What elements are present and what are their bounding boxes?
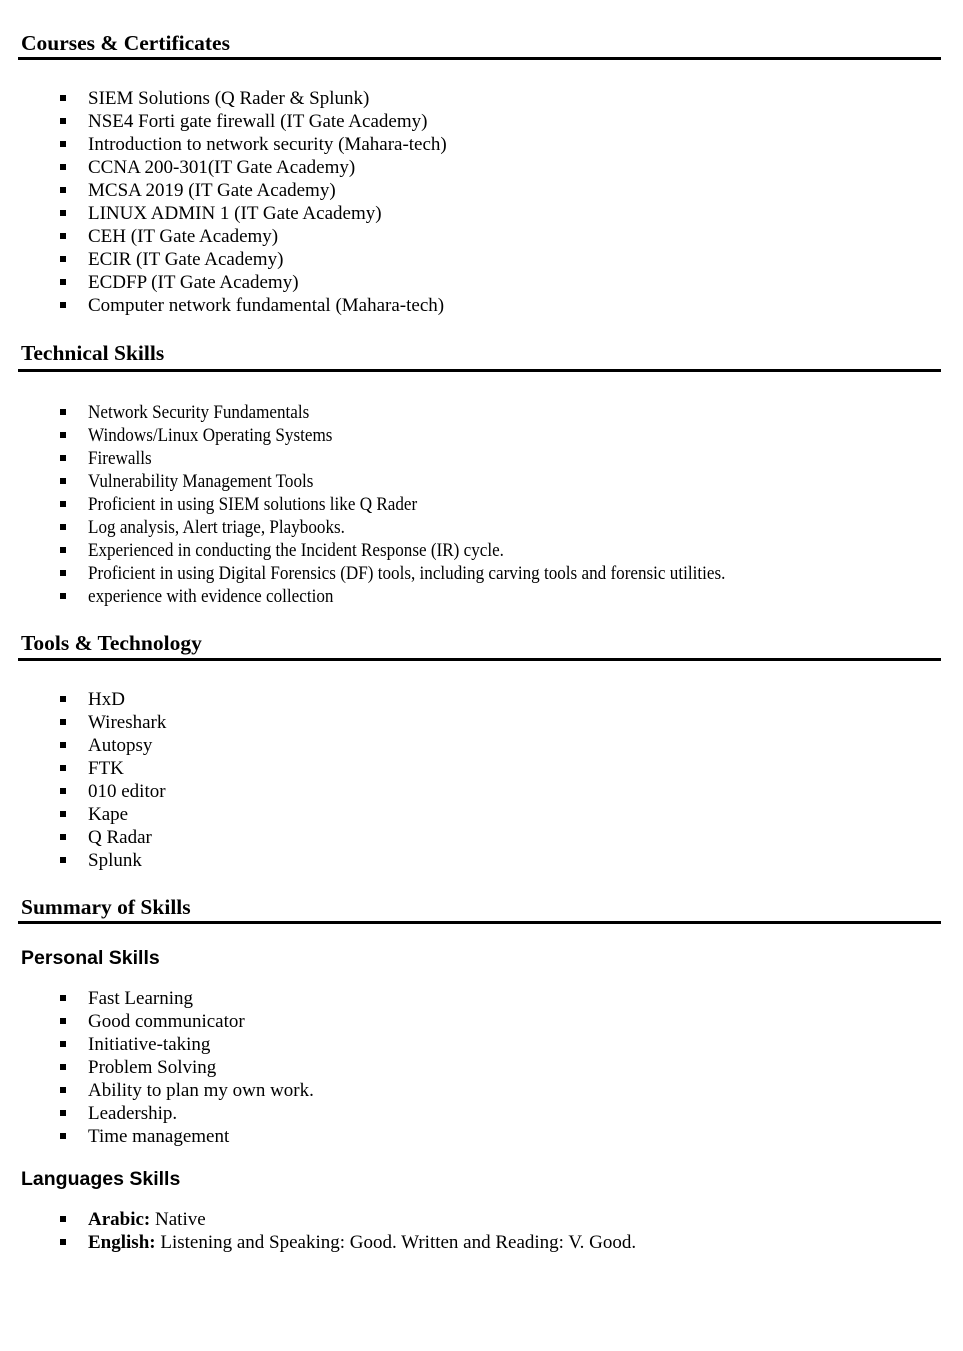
list-item bbox=[0, 711, 166, 734]
list-item-text: Initiative-taking bbox=[88, 1034, 211, 1055]
list-item-text: Proficient in using SIEM solutions like Q Rader bbox=[88, 494, 418, 515]
list-item-text: Good communicator bbox=[88, 1011, 245, 1032]
language-name: English: bbox=[88, 1232, 156, 1253]
list-item bbox=[0, 539, 796, 562]
list-item-text: Splunk bbox=[88, 850, 142, 871]
list-item-text: Autopsy bbox=[88, 735, 153, 756]
list-item-text: SIEM Solutions (Q Rader & Splunk) bbox=[88, 88, 370, 109]
language-name: Arabic: bbox=[88, 1209, 151, 1230]
courses-section-header bbox=[18, 30, 941, 60]
personal-skills-title: Personal Skills bbox=[21, 947, 160, 969]
list-item bbox=[0, 248, 447, 271]
square-bullet-icon bbox=[60, 256, 66, 262]
list-item-text: Experienced in conducting the Incident Response (IR) cycle. bbox=[88, 540, 504, 561]
list-item bbox=[0, 1056, 314, 1079]
square-bullet-icon bbox=[60, 765, 66, 771]
square-bullet-icon bbox=[60, 279, 66, 285]
list-item-text: Problem Solving bbox=[88, 1057, 217, 1078]
list-item-text: 010 editor bbox=[88, 781, 166, 802]
list-item bbox=[0, 688, 166, 711]
list-item bbox=[0, 225, 447, 248]
square-bullet-icon bbox=[60, 995, 66, 1001]
square-bullet-icon bbox=[60, 1110, 66, 1116]
square-bullet-icon bbox=[60, 811, 66, 817]
list-item-text: Kape bbox=[88, 804, 129, 825]
tools-section-header bbox=[18, 630, 941, 661]
technical-skills-section-header bbox=[18, 340, 941, 372]
list-item-text: Network Security Fundamentals bbox=[88, 402, 310, 423]
square-bullet-icon bbox=[60, 742, 66, 748]
square-bullet-icon bbox=[60, 409, 66, 415]
list-item-text: Ability to plan my own work. bbox=[88, 1080, 314, 1101]
list-item bbox=[0, 585, 796, 608]
list-item-text: experience with evidence collection bbox=[88, 586, 334, 607]
square-bullet-icon bbox=[60, 1087, 66, 1093]
courses-title: Courses & Certificates bbox=[21, 31, 230, 55]
personal-skills-list bbox=[0, 987, 314, 1148]
list-item bbox=[0, 271, 447, 294]
list-item bbox=[0, 179, 447, 202]
list-item bbox=[0, 110, 447, 133]
list-item bbox=[0, 1102, 314, 1125]
list-item bbox=[0, 1231, 636, 1254]
square-bullet-icon bbox=[60, 455, 66, 461]
list-item bbox=[0, 1033, 314, 1056]
summary-section-header bbox=[18, 894, 941, 924]
square-bullet-icon bbox=[60, 788, 66, 794]
summary-title: Summary of Skills bbox=[21, 895, 191, 919]
list-item bbox=[0, 87, 447, 110]
list-item bbox=[0, 202, 447, 225]
list-item-text: Log analysis, Alert triage, Playbooks. bbox=[88, 517, 345, 538]
list-item-text: Firewalls bbox=[88, 448, 152, 469]
tools-title: Tools & Technology bbox=[21, 631, 202, 655]
list-item-text: NSE4 Forti gate firewall (IT Gate Academy) bbox=[88, 111, 428, 132]
list-item bbox=[0, 156, 447, 179]
list-item bbox=[0, 1010, 314, 1033]
list-item bbox=[0, 447, 796, 470]
square-bullet-icon bbox=[60, 187, 66, 193]
list-item bbox=[0, 133, 447, 156]
list-item-text: HxD bbox=[88, 689, 125, 710]
list-item bbox=[0, 470, 796, 493]
square-bullet-icon bbox=[60, 478, 66, 484]
square-bullet-icon bbox=[60, 233, 66, 239]
list-item bbox=[0, 516, 796, 539]
courses-list bbox=[0, 87, 447, 317]
list-item bbox=[0, 803, 166, 826]
square-bullet-icon bbox=[60, 524, 66, 530]
list-item bbox=[0, 493, 796, 516]
square-bullet-icon bbox=[60, 547, 66, 553]
tools-list bbox=[0, 688, 166, 872]
list-item-text: Q Radar bbox=[88, 827, 152, 848]
list-item-text: Fast Learning bbox=[88, 988, 194, 1009]
square-bullet-icon bbox=[60, 593, 66, 599]
square-bullet-icon bbox=[60, 1041, 66, 1047]
square-bullet-icon bbox=[60, 501, 66, 507]
square-bullet-icon bbox=[60, 1018, 66, 1024]
language-level: Listening and Speaking: Good. Written and Reading: V. Good. bbox=[155, 1232, 637, 1253]
list-item-text: ECIR (IT Gate Academy) bbox=[88, 249, 284, 270]
list-item-text: CCNA 200-301(IT Gate Academy) bbox=[88, 157, 356, 178]
technical-skills-title: Technical Skills bbox=[21, 341, 165, 365]
list-item bbox=[0, 1079, 314, 1102]
list-item-text: MCSA 2019 (IT Gate Academy) bbox=[88, 180, 336, 201]
list-item-text: ECDFP (IT Gate Academy) bbox=[88, 272, 299, 293]
square-bullet-icon bbox=[60, 719, 66, 725]
list-item bbox=[0, 757, 166, 780]
list-item bbox=[0, 780, 166, 803]
square-bullet-icon bbox=[60, 1216, 66, 1222]
list-item-text: Proficient in using Digital Forensics (DF) tools, including carving tools and forensic utilities. bbox=[88, 563, 726, 584]
list-item-text: Wireshark bbox=[88, 712, 167, 733]
list-item bbox=[0, 424, 796, 447]
square-bullet-icon bbox=[60, 696, 66, 702]
list-item-text: Vulnerability Management Tools bbox=[88, 471, 314, 492]
technical-skills-list bbox=[0, 401, 796, 608]
square-bullet-icon bbox=[60, 210, 66, 216]
list-item-text: Leadership. bbox=[88, 1103, 178, 1124]
list-item-text: CEH (IT Gate Academy) bbox=[88, 226, 279, 247]
list-item bbox=[0, 294, 447, 317]
list-item bbox=[0, 826, 166, 849]
list-item bbox=[0, 562, 796, 585]
list-item bbox=[0, 1208, 636, 1231]
list-item-text: Windows/Linux Operating Systems bbox=[88, 425, 333, 446]
list-item bbox=[0, 401, 796, 424]
square-bullet-icon bbox=[60, 570, 66, 576]
languages-skills-list bbox=[0, 1208, 636, 1254]
list-item-text: Computer network fundamental (Mahara-tech) bbox=[88, 295, 445, 316]
list-item bbox=[0, 1125, 314, 1148]
square-bullet-icon bbox=[60, 1064, 66, 1070]
square-bullet-icon bbox=[60, 302, 66, 308]
list-item-text: LINUX ADMIN 1 (IT Gate Academy) bbox=[88, 203, 382, 224]
square-bullet-icon bbox=[60, 834, 66, 840]
list-item-text: FTK bbox=[88, 758, 124, 779]
list-item bbox=[0, 734, 166, 757]
square-bullet-icon bbox=[60, 1133, 66, 1139]
list-item-text: Introduction to network security (Mahara-tech) bbox=[88, 134, 447, 155]
square-bullet-icon bbox=[60, 118, 66, 124]
square-bullet-icon bbox=[60, 432, 66, 438]
languages-skills-title: Languages Skills bbox=[21, 1168, 181, 1190]
list-item bbox=[0, 849, 166, 872]
list-item bbox=[0, 987, 314, 1010]
square-bullet-icon bbox=[60, 95, 66, 101]
list-item-text: Time management bbox=[88, 1126, 230, 1147]
square-bullet-icon bbox=[60, 857, 66, 863]
square-bullet-icon bbox=[60, 1239, 66, 1245]
language-level: Native bbox=[150, 1209, 206, 1230]
square-bullet-icon bbox=[60, 164, 66, 170]
square-bullet-icon bbox=[60, 141, 66, 147]
